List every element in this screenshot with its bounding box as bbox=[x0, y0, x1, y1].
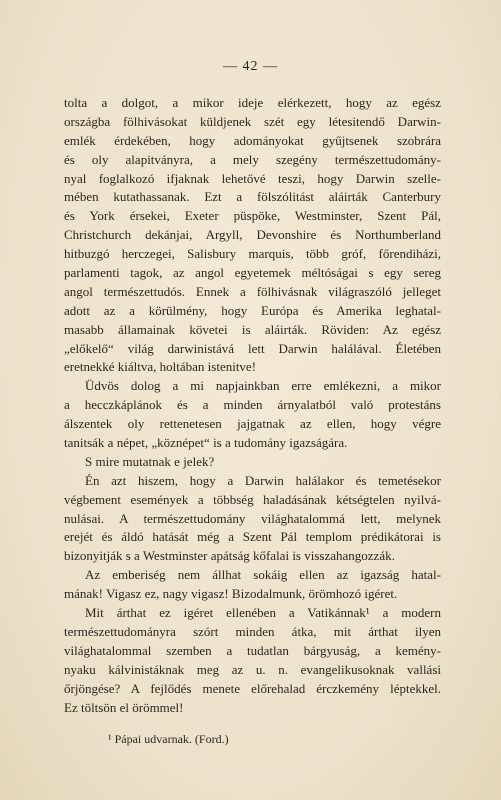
text-line: Én azt hiszem, hogy a Darwin halálakor és temetésekor bbox=[85, 472, 441, 488]
text-line: bizonyitják s a Westminster apátság kőfalai is visszahangozzák. bbox=[64, 548, 395, 564]
text-line: Mit árthat ez igéret ellenében a Vatikánnak¹ a modern bbox=[85, 605, 441, 621]
footnote: ¹ Pápai udvarnak. (Ford.) bbox=[108, 732, 229, 746]
text-line: nyal foglalkozó ifjaknak lehetővé teszi, hogy Darwin szelle- bbox=[64, 170, 441, 186]
text-line: hitbuzgó herczegei, Salisbury marquis, több gróf, főrendiházi, bbox=[64, 246, 441, 262]
text-line: a hecczkáplánok és a minden árnyalatból való protestáns bbox=[64, 397, 441, 413]
text-line: parlamenti tagok, az angol egyetemek méltóságai s egy sereg bbox=[64, 265, 441, 281]
text-line: országba fölhivásokat küldjenek szét egy létesitendő Darwin- bbox=[64, 113, 441, 129]
text-line: adott az a körülmény, hogy Európa és Amerika leghatal- bbox=[64, 302, 441, 318]
text-line: erejét és áldó hatását még a Szent Pál templom prédikátorai is bbox=[64, 529, 441, 545]
text-line: nulásai. A természettudomány világhatalommá lett, melynek bbox=[64, 510, 441, 526]
text-line: masabb államainak követei is aláirták. Röviden: Az egész bbox=[64, 321, 441, 337]
text-line: mében kutathassanak. Ezt a fölszólitást aláirták Canterbury bbox=[64, 189, 441, 205]
text-line: álszentek oly rettenetesen jajgatnak az ellen, hogy végre bbox=[64, 416, 441, 432]
text-line: Christchurch dekánjai, Argyll, Devonshire és Northumberland bbox=[64, 227, 441, 243]
text-line: angol természettudós. Ennek a fölhivásnak világraszóló jelleget bbox=[64, 283, 441, 299]
text-line: mának! Vigasz ez, nagy vigasz! Bizodalmunk, örömhozó igéret. bbox=[64, 586, 398, 602]
text-line: és oly alapitványra, a mely szegény természettudomány- bbox=[64, 151, 441, 167]
text-line: tolta a dolgot, a mikor ideje elérkezett, hogy az egész bbox=[64, 95, 441, 110]
text-line: Az emberiség nem állhat sokáig ellen az igazság hatal- bbox=[85, 567, 441, 583]
body-text bbox=[64, 94, 441, 717]
text-line: emlék érdekében, hogy adományokat gyűjtsenek szobrára bbox=[64, 132, 441, 148]
text-line: „előkelő“ világ darwinistává lett Darwin halálával. Életében bbox=[64, 340, 441, 356]
text-line: természettudományra szórt minden átka, mit árthat ilyen bbox=[64, 623, 441, 639]
text-line: Üdvös dolog a mi napjainkban erre emlékezni, a mikor bbox=[85, 378, 441, 394]
text-line: végbement események a többség haladásának kétségtelen nyilvá- bbox=[64, 491, 441, 507]
text-line: S mire mutatnak e jelek? bbox=[85, 453, 215, 469]
text-line: nyaku kálvinistáknak meg az u. n. evangelikusoknak vallási bbox=[64, 661, 441, 677]
text-line: világhatalommal szemben a tudatlan bárgyuság, a kemény- bbox=[64, 642, 441, 658]
text-line: Ez töltsön el örömmel! bbox=[64, 699, 184, 715]
page-number: — 42 — bbox=[223, 59, 278, 74]
text-line: eretnekké kiáltva, holtában istenitve! bbox=[64, 359, 257, 375]
text-line: és York érsekei, Exeter püspöke, Westminster, Szent Pál, bbox=[64, 208, 441, 224]
text-line: tanitsák a népet, „köznépet“ is a tudomány igazságára. bbox=[64, 435, 348, 451]
text-line: őrjöngése? A fejlődés menete előrehalad érczkemény léptekkel. bbox=[64, 680, 441, 696]
